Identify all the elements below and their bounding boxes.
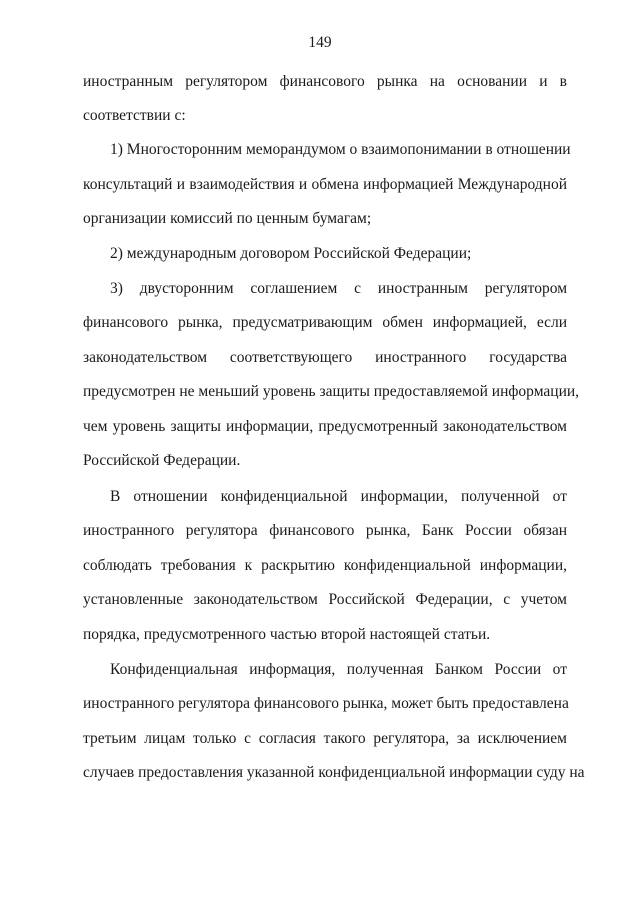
text-line: чем уровень защиты информации, предусмотренный законодательством bbox=[83, 418, 567, 435]
paragraph-start: В отношении конфиденциальной информации, полученной от bbox=[110, 488, 567, 505]
text-line: установленные законодательством Российской Федерации, с учетом bbox=[83, 591, 567, 608]
text-line: соответствии с: bbox=[83, 107, 186, 124]
text-line: иностранного регулятора финансового рынка, Банк России обязан bbox=[83, 522, 567, 539]
text-line: порядка, предусмотренного частью второй настоящей статьи. bbox=[83, 626, 491, 643]
list-item-1: 1) Многосторонним меморандумом о взаимопонимании в отношении bbox=[110, 141, 571, 158]
page-number: 149 bbox=[308, 34, 332, 51]
text-line: третьим лицам только с согласия такого регулятора, за исключением bbox=[83, 730, 567, 747]
text-line: иностранным регулятором финансового рынка на основании и в bbox=[83, 73, 567, 90]
text-line: Российской Федерации. bbox=[83, 452, 241, 469]
list-item-3: 3) двусторонним соглашением с иностранным регулятором bbox=[110, 280, 567, 297]
text-line: организации комиссий по ценным бумагам; bbox=[83, 210, 372, 227]
text-line: законодательством соответствующего иностранного государства bbox=[83, 349, 567, 366]
text-line: предусмотрен не меньший уровень защиты предоставляемой информации, bbox=[83, 383, 580, 400]
text-line: иностранного регулятора финансового рынка, может быть предоставлена bbox=[83, 695, 569, 712]
text-line: случаев предоставления указанной конфиденциальной информации суду на bbox=[83, 764, 585, 781]
text-line: консультаций и взаимодействия и обмена информацией Международной bbox=[83, 176, 567, 193]
paragraph-start: Конфиденциальная информация, полученная Банком России от bbox=[110, 661, 567, 678]
text-line: соблюдать требования к раскрытию конфиденциальной информации, bbox=[83, 557, 567, 574]
list-item-2: 2) международным договором Российской Федерации; bbox=[110, 245, 472, 262]
text-line: финансового рынка, предусматривающим обмен информацией, если bbox=[83, 314, 567, 331]
